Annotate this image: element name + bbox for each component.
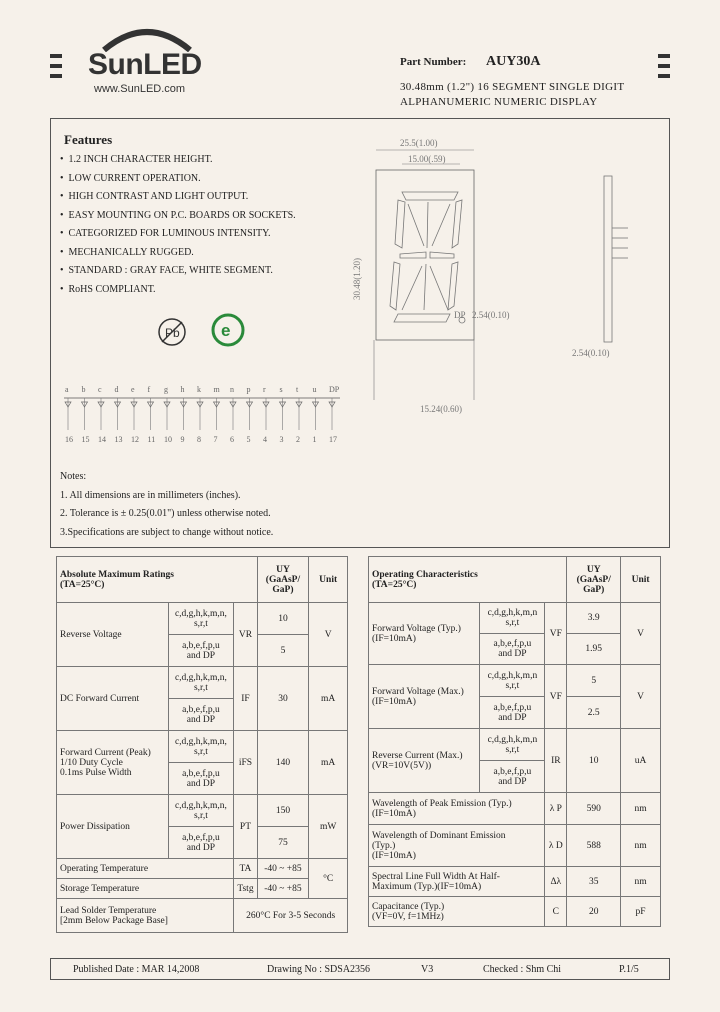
pin-number: 11 [147,435,156,444]
display-dimension-drawing [350,130,670,430]
rohs-e-icon [210,312,246,348]
list-item: • EASY MOUNTING ON P.C. BOARDS OR SOCKETS. [60,210,296,229]
pin-number: 14 [98,435,106,444]
pin-label: d [114,385,119,394]
brand-url: www.SunLED.com [94,83,186,95]
circuit-schematic [60,380,350,450]
pin-number: 16 [65,435,73,444]
page-number: P.1/5 [619,964,639,975]
pin-number: 13 [114,435,123,444]
pin-number: 8 [197,435,201,444]
pin-number: 5 [246,435,251,444]
list-item: • 1.2 INCH CHARACTER HEIGHT. [60,154,296,173]
pin-number: 6 [230,435,234,444]
pin-label: n [230,385,234,394]
row-name: Reverse Voltage [57,603,169,667]
list-item: • RoHS COMPLIANT. [60,284,296,303]
pb-free-icon [156,316,188,348]
note-item: 2. Tolerance is ± 0.25(0.01") unless otherwise noted. [60,508,271,519]
col-unit: Unit [309,557,348,603]
part-number-label: Part Number: [400,56,467,68]
footer [50,958,670,980]
e-label: e [221,321,231,340]
pin-number: 3 [279,435,284,444]
description-line1: 30.48mm (1.2") 16 SEGMENT SINGLE DIGIT [400,81,625,93]
features-title: Features [64,132,113,147]
checked-by: Checked : Shm Chi [483,964,562,975]
op-char-table: Operating Characteristics (TA=25°C) UY (GaAsP/ GaP) Unit Forward Voltage (Typ.) (IF=10mA) c,d,g,h,k,m,n s,r,t VF 3.9 V a,b,e,f,p,u and DP 1.95 Forward Voltage (Max.) (IF=10mA) c,d,g,h,k,m,n s,r,t VF 5 V a,b,e,f,p,u and DP 2.5 Reverse Current (Max.) (VR=10V(5V)) c,d,g,h,k,m,n s,r,t IR 10 uA a,b,e,f,p,u and DP Wavelength of Peak Emission (Typ.) (IF=10mA) λ P 590 nm Wavelength of Dominant Emission (Typ.) (IF=10mA) λ D 588 nm Spectral Line Full Width At Half- Maximum (Typ.)(IF=10mA) Δλ 35 nm Capacitance (Typ.) (VF=0V, f=1MHz) C 20 pF [368,556,661,927]
dim-top2: 15.00(.59) [408,154,446,164]
dim-dp: DP [454,310,466,320]
col-uy: UY (GaAsP/ GaP) [257,557,309,603]
pin-number: 1 [312,435,317,444]
list-item: • LOW CURRENT OPERATION. [60,173,296,192]
pin-label: k [197,385,201,394]
right-marker [658,54,670,84]
note-item: 3.Specifications are subject to change without notice. [60,526,274,538]
pin-number: 2 [296,435,300,444]
pin-label: r [263,385,266,394]
description [400,80,624,110]
pin-label: t [296,385,299,394]
dim-side: 30.48(1.20) [352,258,362,300]
pin-label: g [164,385,168,394]
dim-side-profile: 2.54(0.10) [572,348,610,358]
pin-number: 12 [131,435,139,444]
drawing-number: Drawing No : SDSA2356 [267,964,371,975]
dim-bottom2: 2.54(0.10) [472,310,510,320]
pin-number: 10 [164,435,172,444]
pin-label: a [65,385,69,394]
pin-label: u [312,385,317,394]
list-item: • CATEGORIZED FOR LUMINOUS INTENSITY. [60,228,296,247]
notes [60,468,273,542]
dim-top1: 25.5(1.00) [400,138,438,148]
abs-max-table: Absolute Maximum Ratings (TA=25°C) UY (GaAsP/ GaP) Unit Reverse Voltage c,d,g,h,k,m,n, s,r,t VR 10 V a,b,e,f,p,u and DP 5 DC Forward Current c,d,g,h,k,m,n, s,r,t IF 30 mA a,b,e,f,p,u and DP Forward Current (Peak) 1/10 Duty Cycle 0.1ms Pulse Width c,d,g,h,k,m,n, s,r,t iFS 140 mA a,b,e,f,p,u and DP Power Dissipation c,d,g,h,k,m,n, s,r,t PT 150 mW a,b,e,f,p,u and DP 75 Operating Temperature TA -40 ~ +85 °C Storage Temperature Tstg -40 ~ +85 Lead Solder Temperature [2mm Below Package Base] 260°C For 3-5 Seconds [56,556,348,933]
features-list [60,154,296,302]
list-item: • MECHANICALLY RUGGED. [60,247,296,266]
version: V3 [421,964,434,975]
list-item: • HIGH CONTRAST AND LIGHT OUTPUT. [60,191,296,210]
list-item: • STANDARD : GRAY FACE, WHITE SEGMENT. [60,265,296,284]
pin-number: 15 [81,435,90,444]
pin-label: p [246,385,251,394]
pin-label: s [279,385,283,394]
note-item: 1. All dimensions are in millimeters (inches). [60,489,241,501]
part-number: AUY30A [486,54,541,69]
pin-number: 7 [213,435,218,444]
pin-label: e [131,385,135,394]
pin-label: c [98,385,102,394]
published-date: Published Date : MAR 14,2008 [73,964,200,975]
brand-logo: SunLED [88,48,202,81]
abs-max-title: Absolute Maximum Ratings (TA=25°C) [57,557,258,603]
notes-title: Notes: [60,471,87,482]
op-char-title: Operating Characteristics (TA=25°C) [369,557,567,603]
dim-bottom1: 15.24(0.60) [420,404,462,414]
pin-number: 9 [180,435,185,444]
pin-label: h [180,385,185,394]
pin-label: DP [329,385,340,394]
pin-number: 17 [329,435,337,444]
pin-label: b [81,385,86,394]
pin-number: 4 [263,435,267,444]
pin-label: m [213,385,220,394]
left-marker [50,54,62,84]
description-line2: ALPHANUMERIC NUMERIC DISPLAY [400,96,598,108]
pin-label: f [147,385,151,394]
pb-label: Pb [165,326,180,340]
